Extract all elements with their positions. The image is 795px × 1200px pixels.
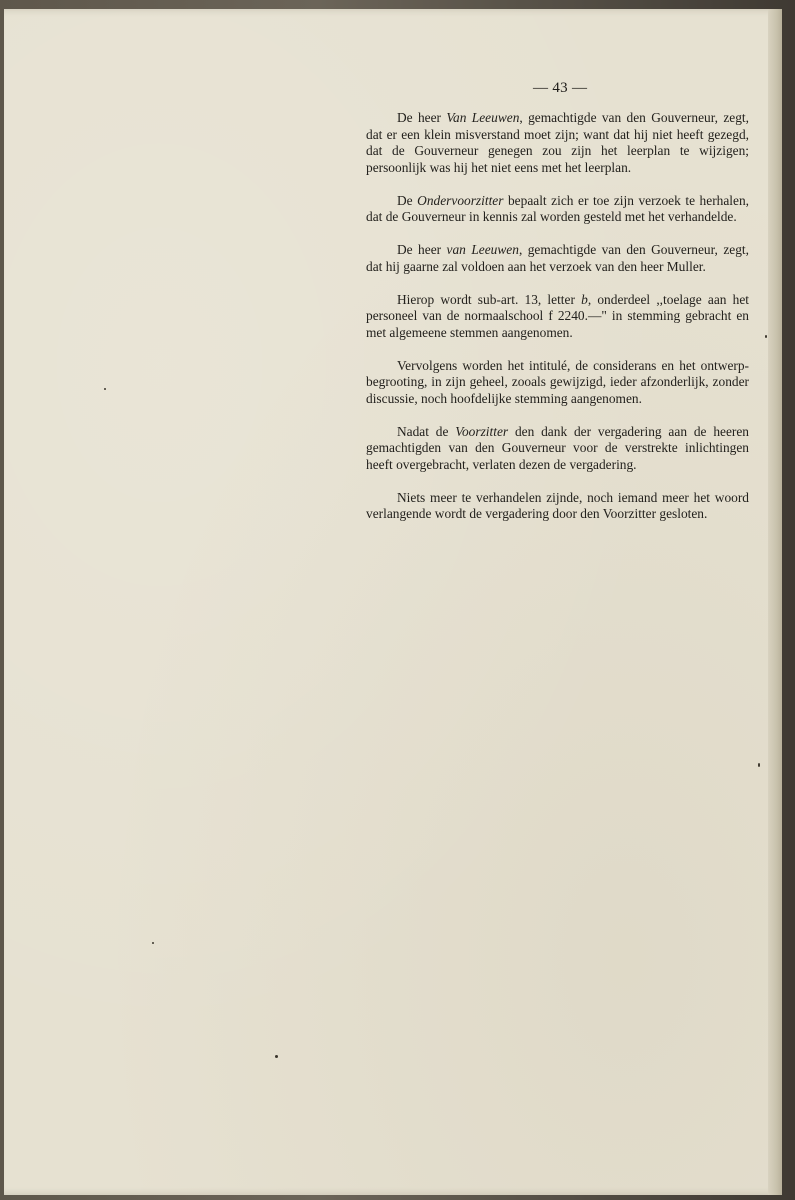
paper-speck	[275, 1055, 278, 1058]
paragraph-text: bepaalt zich er toe zijn verzoek te herhalen, dat de Gouverneur in kennis zal worden gesteld met het verhandelde.	[366, 192, 749, 224]
paragraph-text: , onderdeel ,,toelage aan het personeel van de normaalschool f 2240.—" in stemming gebracht en met algemeene stemmen aangenomen.	[366, 291, 749, 340]
speaker-name: van Leeuwen	[446, 242, 519, 257]
paragraph	[366, 424, 749, 474]
paragraph	[366, 358, 749, 408]
paragraph-text: Vervolgens worden het intitulé, de considerans en het ontwerp-begrooting, in zijn geheel, zooals gewijzigd, ieder afzonderlijk, zonder discussie, noch hoofdelijke stemming aangenomen.	[366, 357, 749, 406]
paper-speck	[152, 942, 154, 944]
paragraph	[366, 490, 749, 523]
speaker-name: Ondervoorzitter	[417, 192, 504, 208]
paragraph	[366, 292, 749, 342]
paragraph-text: De heer	[397, 242, 447, 257]
paragraph-text: Hierop wordt sub-art. 13, letter	[397, 291, 582, 307]
paper-speck	[758, 763, 760, 767]
speaker-name: Van Leeuwen	[446, 110, 520, 125]
paper-speck	[765, 335, 767, 338]
paragraph	[366, 110, 749, 176]
paragraph-text: De heer	[397, 110, 447, 125]
paragraph-text: Nadat de	[397, 423, 456, 439]
paragraph-text: De	[397, 192, 418, 208]
paragraph-text: Niets meer te verhandelen zijnde, noch iemand meer het woord verlangende wordt de vergadering door den Voorzitter gesloten.	[366, 489, 749, 521]
paragraph	[366, 242, 749, 275]
letter-reference: b	[581, 291, 588, 307]
paragraph-text: , gemachtigde van den Gouverneur, zegt, dat hij gaarne zal voldoen aan het verzoek van den heer Muller.	[366, 242, 749, 274]
speaker-name: Voorzitter	[455, 423, 509, 439]
paper-speck	[104, 388, 106, 390]
paragraph-text: den dank der vergadering aan de heeren gemachtigden van den Gouverneur voor de verstrekte inlichtingen heeft overgebracht, verlaten dezen de vergadering.	[366, 423, 749, 472]
paragraph	[366, 193, 749, 226]
text-column	[366, 110, 749, 539]
page-number: — 43 —	[533, 80, 588, 96]
page-edge	[768, 9, 782, 1195]
paragraph-text: , gemachtigde van den Gouverneur, zegt, dat er een klein misverstand moet zijn; want dat hij niet heeft gezegd, dat de Gouverneur genegen zou zijn het leerplan te wijzigen; persoonlijk was hij het niet eens met het leerplan.	[366, 110, 749, 175]
